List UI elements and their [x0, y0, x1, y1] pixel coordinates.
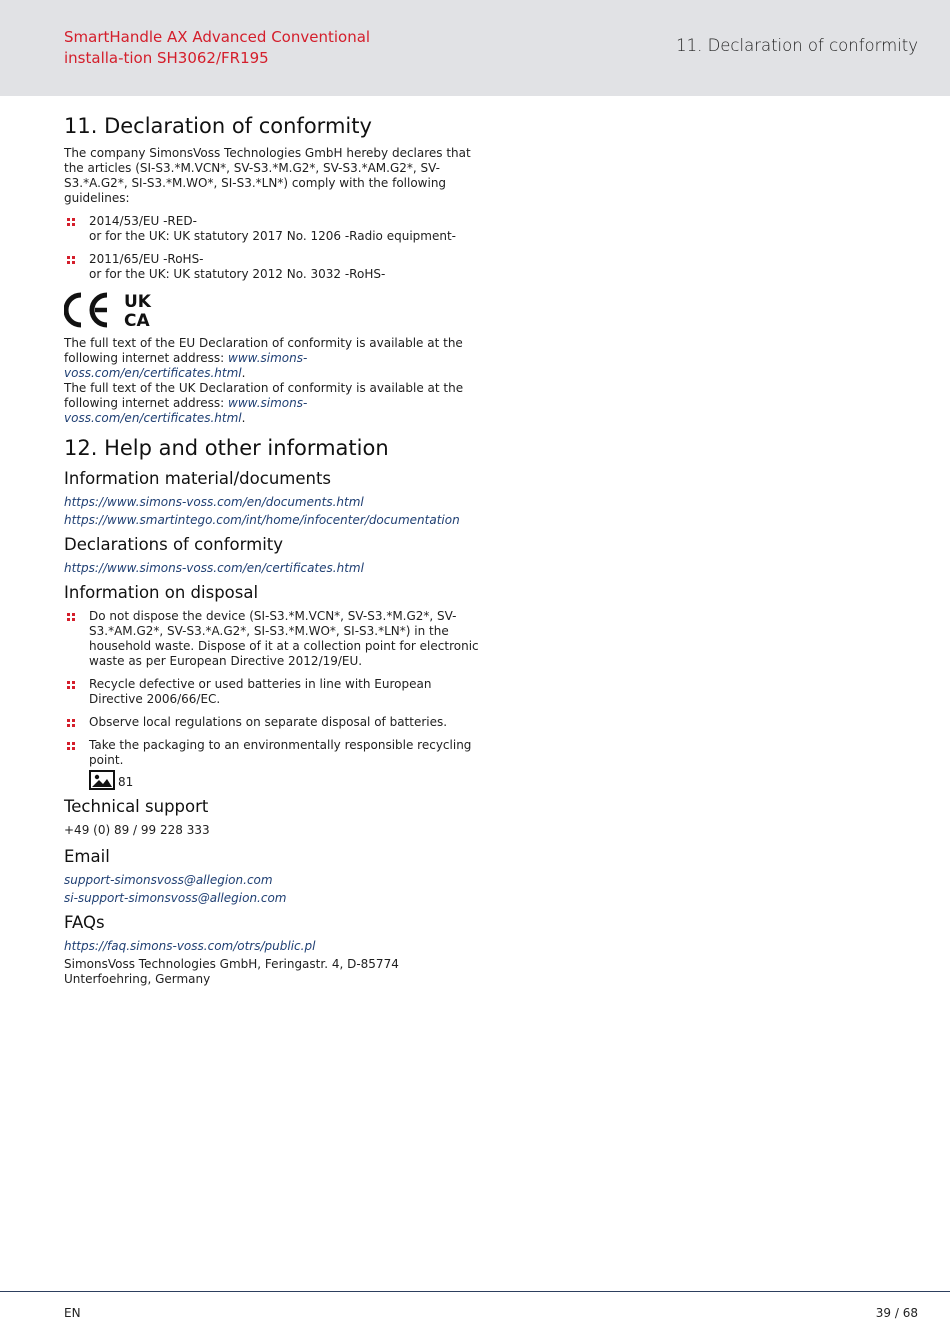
list-item: Take the packaging to an environmentally responsible recycling point. [64, 738, 480, 768]
chapter-title: 11. Declaration of conformity [676, 36, 918, 55]
uk-certificates-link[interactable]: www.simons-voss.com/en/certificates.html [64, 396, 308, 425]
support-phone: +49 (0) 89 / 99 228 333 [64, 823, 210, 837]
eu-certificates-link[interactable]: www.simons-voss.com/en/certificates.html [64, 351, 308, 380]
red-bullet-icon [67, 218, 75, 226]
main-content [64, 112, 480, 987]
documents-link[interactable]: https://www.simons-voss.com/en/documents.html [64, 495, 364, 509]
disposal-list [64, 609, 480, 768]
list-item: Do not dispose the device (SI-S3.*M.VCN*, SV-S3.*M.G2*, SV-S3.*AM.G2*, SV-S3.*A.G2*, SI-S3.*M.WO*, SI-S3.*LN*) in the household waste. Dispose of it at a collection point for electronic waste as per European Directive 2012/19/EU. [64, 609, 480, 669]
declaration-intro: The company SimonsVoss Technologies GmbH hereby declares that the articles (SI-S3.*M.VCN*, SV-S3.*M.G2*, SV-S3.*AM.G2*, SV-S3.*A.G2*, SI-S3.*M.WO*, SI-S3.*LN*) comply with the following guidelines: [64, 146, 471, 205]
document-title: SmartHandle AX Advanced Conventional installa-tion SH3062/FR195 [64, 28, 371, 67]
red-bullet-icon [67, 719, 75, 727]
certificates-link[interactable]: https://www.simons-voss.com/en/certificates.html [64, 561, 364, 575]
list-item: Recycle defective or used batteries in line with European Directive 2006/66/EC. [64, 677, 480, 707]
ukca-top-text: UK [124, 292, 151, 312]
list-item: Observe local regulations on separate disposal of batteries. [64, 715, 480, 730]
red-bullet-icon [67, 256, 75, 264]
red-bullet-icon [67, 742, 75, 750]
declarations-heading: Declarations of conformity [64, 535, 284, 554]
ce-ukca-marks-icon [64, 290, 164, 330]
support-email-link[interactable]: support-simonsvoss@allegion.com [64, 873, 273, 887]
email-heading: Email [64, 847, 110, 866]
image-icon [89, 770, 115, 790]
faq-link[interactable]: https://faq.simons-voss.com/otrs/public.pl [64, 939, 316, 953]
uk-declaration-text: The full text of the UK Declaration of conformity is available at the following internet address: www.simons-voss.com/en/certificates.html. [64, 381, 464, 425]
conformity-marks [64, 290, 480, 330]
documentation-link[interactable]: https://www.smartintego.com/int/home/infocenter/documentation [64, 513, 460, 527]
disposal-heading: Information on disposal [64, 583, 259, 602]
list-item: 2011/65/EU -RoHS- or for the UK: UK statutory 2012 No. 3032 -RoHS- [64, 252, 480, 282]
faqs-heading: FAQs [64, 913, 105, 932]
section-11-heading: 11. Declaration of conformity [64, 114, 372, 138]
red-bullet-icon [67, 613, 75, 621]
footer-language: EN [64, 1306, 81, 1320]
page-number: 39 / 68 [875, 1306, 918, 1320]
support-heading: Technical support [64, 797, 209, 816]
eu-declaration-text: The full text of the EU Declaration of conformity is available at the following internet address: www.simons-voss.com/en/certificates.html. [64, 336, 463, 380]
section-12-heading: 12. Help and other information [64, 436, 389, 460]
info-material-heading: Information material/documents [64, 469, 332, 488]
page-header [0, 0, 950, 96]
ukca-bottom-text: CA [124, 311, 150, 330]
figure-reference[interactable] [89, 770, 480, 790]
guideline-list [64, 214, 480, 282]
si-support-email-link[interactable]: si-support-simonsvoss@allegion.com [64, 891, 287, 905]
red-bullet-icon [67, 681, 75, 689]
list-item: 2014/53/EU -RED- or for the UK: UK statutory 2017 No. 1206 -Radio equipment- [64, 214, 480, 244]
footer-divider [0, 1291, 950, 1292]
company-address: SimonsVoss Technologies GmbH, Feringastr. 4, D-85774 Unterfoehring, Germany [64, 957, 399, 986]
figure-reference-number: 81 [118, 774, 134, 789]
